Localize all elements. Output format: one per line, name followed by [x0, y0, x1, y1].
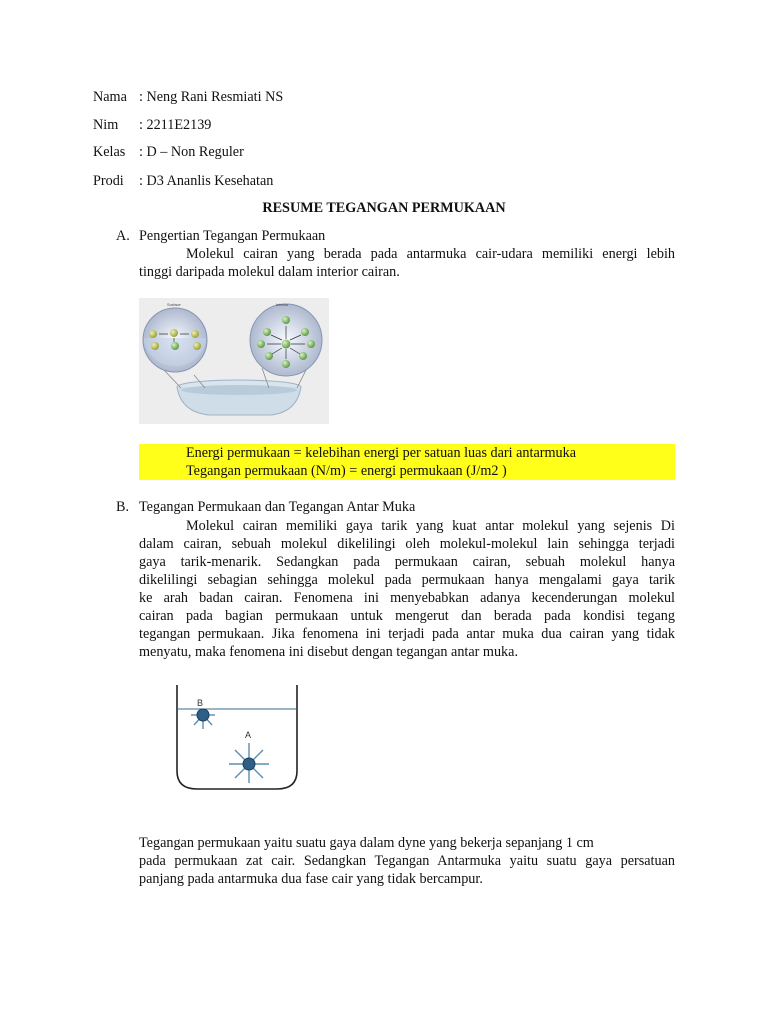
- closing-line-2: pada permukaan zat cair. Sedangkan Tegangan Antarmuka yaitu suatu gaya persatuan: [139, 853, 675, 869]
- closing-line-1: Tegangan permukaan yaitu suatu gaya dalam dyne yang bekerja sepanjang 1 cm: [139, 835, 594, 851]
- label-b: B: [197, 698, 204, 708]
- section-b-heading: Tegangan Permukaan dan Tegangan Antar Muka: [139, 499, 416, 515]
- section-b-line-3: gaya tarik-menarik. Sedangkan pada permukaan cairan, sebuah molekul hanya: [139, 554, 675, 570]
- nim-label: Nim: [93, 117, 119, 133]
- section-a-line-1: Molekul cairan yang berada pada antarmuka cair-udara memiliki energi lebih: [186, 246, 675, 262]
- prodi-label: Prodi: [93, 173, 124, 189]
- label-a: A: [245, 730, 252, 740]
- section-b-line-2: dalam cairan, sebuah molekul dikelilingi oleh molekul-molekul lain sehingga terjadi: [139, 536, 675, 552]
- kelas-label: Kelas: [93, 144, 126, 160]
- interior-label: Interior: [276, 302, 289, 307]
- section-b-line-4: dikelilingi sebagian sehingga molekul pada permukaan hanya mengalami gaya tarik: [139, 572, 675, 588]
- nama-value: : Neng Rani Resmiati NS: [139, 89, 284, 105]
- beaker-diagram: [139, 663, 312, 830]
- section-a-heading: Pengertian Tegangan Permukaan: [139, 228, 326, 244]
- surface-label: Surface: [167, 302, 181, 307]
- surface-interior-figure: [139, 298, 329, 424]
- nim-value: : 2211E2139: [139, 117, 212, 133]
- section-b-line-8: menyatu, maka fenomena ini disebut dengan tegangan antar muka.: [139, 644, 518, 660]
- closing-line-3: panjang pada antarmuka dua fase cair yang tidak bercampur.: [139, 871, 483, 887]
- section-b-line-7: tegangan permukaan. Jika fenomena ini terjadi pada antar muka dua cairan yang tidak: [139, 626, 675, 642]
- highlight-box: [139, 444, 675, 480]
- prodi-value: : D3 Ananlis Kesehatan: [139, 173, 274, 189]
- section-a-marker: A.: [116, 228, 130, 244]
- section-b-line-1: Molekul cairan memiliki gaya tarik yang kuat antar molekul yang sejenis Di: [186, 518, 675, 534]
- surface-energy-definition: Energi permukaan = kelebihan energi per satuan luas dari antarmuka: [186, 445, 576, 461]
- kelas-value: : D – Non Reguler: [139, 144, 244, 160]
- document-title: RESUME TEGANGAN PERMUKAAN: [262, 200, 506, 216]
- section-b-line-6: cairan pada bagian permukaan untuk mengerut dan berada pada kondisi tegang: [139, 608, 675, 624]
- section-b-line-5: ke arah badan cairan. Fenomena ini menyebabkan adanya kecenderungan molekul: [139, 590, 675, 606]
- section-a-line-2: tinggi daripada molekul dalam interior cairan.: [139, 264, 400, 280]
- beaker-figure: [139, 663, 312, 830]
- section-b-marker: B.: [116, 499, 130, 515]
- nama-label: Nama: [93, 89, 127, 105]
- molecule-diagram: [139, 298, 329, 424]
- surface-tension-formula: Tegangan permukaan (N/m) = energi permukaan (J/m2 ): [186, 463, 507, 479]
